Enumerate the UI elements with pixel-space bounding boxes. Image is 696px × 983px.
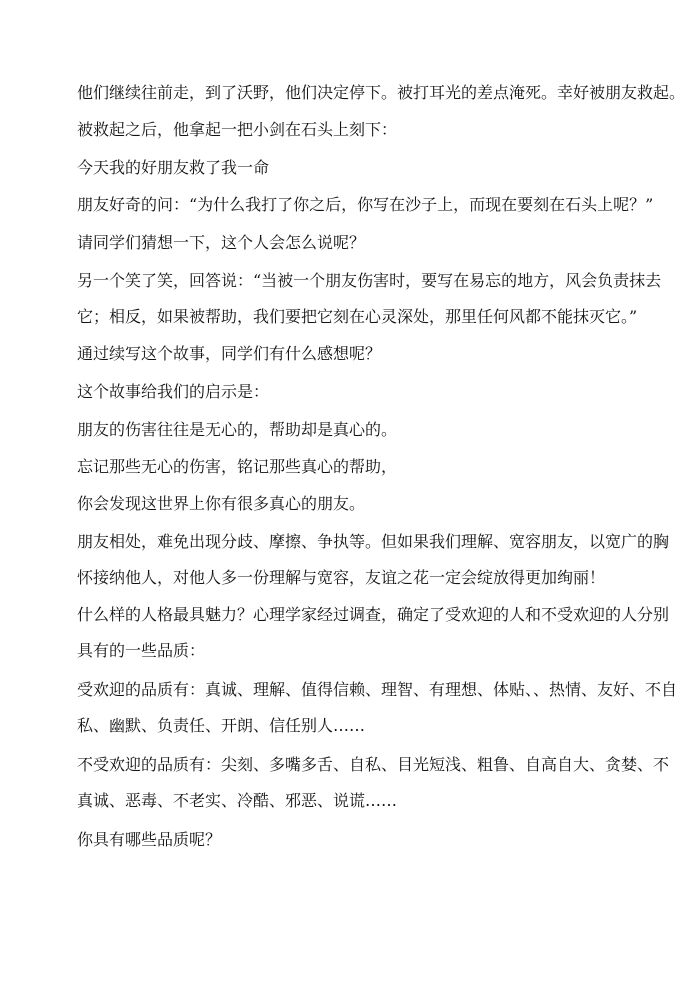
text-line: 怀接纳他人，对他人多一份理解与宽容，友谊之花一定会绽放得更加绚丽！ <box>77 568 606 587</box>
text-line: 忘记那些无心的伤害，铭记那些真心的帮助， <box>77 457 398 476</box>
text-line: 通过续写这个故事，同学们有什么感想呢？ <box>77 344 382 363</box>
text-line: 具有的一些品质： <box>77 641 206 660</box>
text-line: 今天我的好朋友救了我一命 <box>77 158 270 177</box>
text-line: 朋友好奇的问：“为什么我打了你之后，你写在沙子上，而现在要刻在石头上呢？” <box>77 195 654 214</box>
text-line: 你具有哪些品质呢？ <box>77 830 222 849</box>
text-line: 这个故事给我们的启示是： <box>77 382 270 401</box>
text-line: 被救起之后，他拿起一把小剑在石头上刻下： <box>77 120 398 139</box>
text-line: 朋友相处，难免出现分歧、摩擦、争执等。但如果我们理解、宽容朋友，以宽广的胸 <box>77 532 670 551</box>
text-line: 不受欢迎的品质有：尖刻、多嘴多舌、自私、目光短浅、粗鲁、自高自大、贪婪、不 <box>77 755 670 774</box>
text-line: 什么样的人格最具魅力？心理学家经过调查，确定了受欢迎的人和不受欢迎的人分别 <box>77 605 670 624</box>
text-line: 真诚、恶毒、不老实、冷酷、邪恶、说谎…… <box>77 791 398 810</box>
text-line: 朋友的伤害往往是无心的，帮助却是真心的。 <box>77 420 398 439</box>
text-line: 请同学们猜想一下，这个人会怎么说呢？ <box>77 233 366 252</box>
text-line: 受欢迎的品质有：真诚、理解、值得信赖、理智、有理想、体贴、、热情、友好、不自 <box>77 680 678 699</box>
text-line: 它；相反，如果被帮助，我们要把它刻在心灵深处，那里任何风都不能抹灭它。” <box>77 307 638 326</box>
text-line: 另一个笑了笑，回答说：“当被一个朋友伤害时，要写在易忘的地方，风会负责抹去 <box>77 271 662 290</box>
text-line: 你会发现这世界上你有很多真心的朋友。 <box>77 494 366 513</box>
text-line: 他们继续往前走，到了沃野，他们决定停下。被打耳光的差点淹死。幸好被朋友救起。 <box>77 83 686 102</box>
text-line: 私、幽默、负责任、开朗、信任别人…… <box>77 716 366 735</box>
